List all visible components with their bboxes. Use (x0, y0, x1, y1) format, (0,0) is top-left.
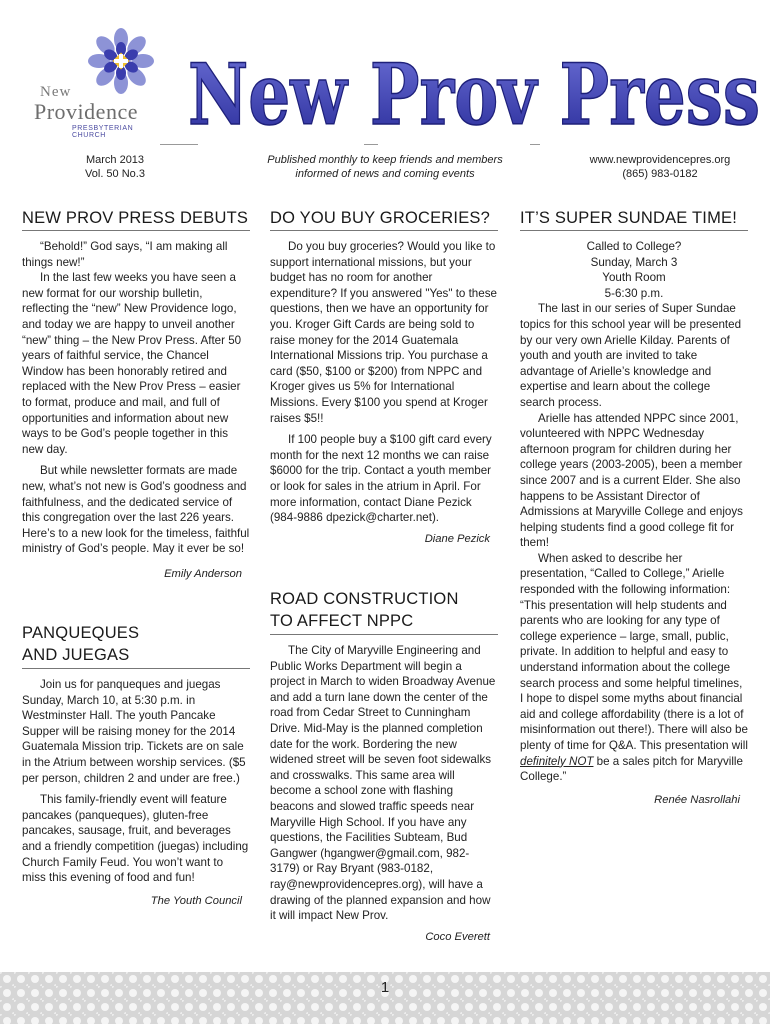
logo-line-new: New (40, 84, 72, 100)
issue-volume: Vol. 50 No.3 (85, 168, 145, 180)
article-groceries (270, 208, 498, 547)
logo-line-church: PRESBYTERIAN CHURCH (72, 125, 134, 139)
sundae-event-location: Youth Room (602, 271, 666, 285)
logo-line-providence: Providence (34, 99, 138, 124)
tagline-line-1: Published monthly to keep friends and members (267, 154, 503, 166)
panqueques-paragraph-1: Join us for panqueques and juegas Sunday, March 10, at 5:30 p.m. in Westminster Hall. The youth Pancake Supper will be raising money for the 2014 Guatemala Mission trip. Tickets are on sale in the Atrium between worship services. ($5 per person, children 2 and under are free.) (22, 678, 246, 785)
sundae-event-title: Called to College? (586, 240, 682, 253)
road-author: Coco Everett (425, 930, 490, 943)
article-debuts (22, 208, 250, 582)
page-number: 1 (380, 979, 390, 996)
sundae-author: Renée Nasrollahi (654, 793, 740, 806)
tagline-line-2: informed of news and coming events (295, 168, 475, 180)
sundae-paragraph-2: Arielle has attended NPPC since 2001, volunteered with NPPC Wednesday afternoon program for children during her college years (2003-2005), been a member since 2007 and is a current Elder. She also happens to be Assistant Director of Admissions at Maryville College and enjoys helping students find a good college fit for them! (520, 411, 743, 550)
issue-date: March 2013 (85, 154, 145, 166)
article-title-sundae: IT’S SUPER SUNDAE TIME! (520, 208, 748, 231)
sundae-paragraph-3 (520, 551, 748, 785)
panqueques-title-line-1: PANQUEQUES (22, 624, 140, 642)
sundae-event-date: Sunday, March 3 (590, 255, 678, 269)
article-title-panqueques (22, 622, 250, 669)
road-paragraph-1: The City of Maryville Engineering and Public Works Department will begin a project in March to widen Broadway Avenue and add a turn lane down the center of the road from Cedar Street to Cunningham Drive. Mid-May is the planned completion date for the work. Bordering the new widened street will be seven foot sidewalks and crosswalks. This same area will become a school zone with flashing beacons and slowed traffic speeds near Maryville High School. If you have any questions, the Facilities Subteam, Bud Gangwer (hgangwer@gmail.com, 982-3179) or Ray Bryant (983-0182, ray@newprovidencepres.org), will have a drawing of the planned expansion and how it will impact New Prov. (270, 644, 496, 923)
phone: (865) 983-0182 (622, 168, 698, 180)
debuts-paragraph-2: In the last few weeks you have seen a new format for our worship bulletin, reflecting the “new” New Providence logo, and today we are happy to unveil another “new” thing – the New Prov Press. After 50 years of faithful service, the Chancel Window has been honorably retired and replaced with the New Prov Press – easier to format, produce and mail, and full of opportunities and information about new ways to be God’s people together in this new day. (22, 271, 242, 456)
sundae-p3-after: be a sales pitch for Maryville College.” (520, 754, 743, 784)
debuts-author: Emily Anderson (164, 567, 242, 580)
panqueques-title-line-2: AND JUEGAS (22, 646, 130, 664)
road-title-line-2: TO AFFECT NPPC (270, 612, 414, 630)
tagline (250, 153, 520, 181)
website: www.newprovidencepres.org (589, 154, 731, 166)
article-super-sundae (520, 208, 748, 808)
masthead-rule-right (530, 144, 540, 145)
sundae-event-time: 5-6:30 p.m. (604, 286, 664, 300)
article-title-road (270, 588, 498, 635)
groceries-author: Diane Pezick (424, 532, 490, 545)
article-road-construction (270, 588, 498, 945)
contact-info (570, 153, 750, 181)
groceries-paragraph-2: If 100 people buy a $100 gift card every month for the next 12 months we can raise $6000 for the trip. Contact a youth member or look for sales in the atrium in April. For more information, contact Diane Pezick (984-9886 dpezick@charter.net). (270, 433, 492, 525)
road-title-line-1: ROAD CONSTRUCTION (270, 590, 459, 608)
newsletter-title (184, 56, 764, 136)
debuts-paragraph-1: “Behold!” God says, “I am making all things new!” (22, 240, 228, 269)
article-title-debuts: NEW PROV PRESS DEBUTS (22, 208, 250, 231)
debuts-paragraph-3: But while newsletter formats are made new, what’s not new is God’s goodness and faithfulness, and the dedicated service of this congregation over the last 226 years. Here’s to a new look for the timeless, faithful ministry of God’s people. May it ever be so! (22, 464, 250, 556)
panqueques-paragraph-2: This family-friendly event will feature pancakes (panqueques), gluten-free pancakes, sausage, fruit, and beverages and a friendly competition (juegas) including Church Family Feud. You won’t want to miss this evening of food and fun! (22, 793, 249, 885)
masthead-rule-mid (364, 144, 378, 145)
sundae-p3-before: When asked to describe her presentation, “Called to College,” Arielle responded with the following information: “This presentation will help students and parents who are looking for any type of college experience – large, small, public, private. In addition to helpful and easy to understand information about the college search process and some helpful timelines, I hope to dispel some myths about financial aid and college affordability (there is a lot of misinformation out there!). There will also be plenty of time for Q&A. This presentation will (520, 551, 748, 752)
sundae-paragraph-1: The last in our series of Super Sundae topics for this school year will be presented by our very own Arielle Kilday. Parents of youth and youth are invited to take advantage of Arielle’s knowledge and expertise and learn about the college search process. (520, 302, 742, 409)
newsletter-title-text: New Prov Press (188, 56, 760, 136)
article-panqueques (22, 622, 250, 909)
church-logo-wordmark (34, 84, 164, 139)
issue-info (60, 153, 170, 181)
panqueques-author: The Youth Council (150, 894, 242, 907)
article-title-groceries: DO YOU BUY GROCERIES? (270, 208, 498, 231)
sundae-p3-emphasis: definitely NOT (520, 754, 594, 768)
groceries-paragraph-1: Do you buy groceries? Would you like to support international missions, but your budget has no room for another expenditure? If you answered "Yes" to these questions, then we have an opportunity for you. Kroger Gift Cards are being sold to raise money for the 2014 Guatemala International Missions trip. You purchase a card ($50, $100 or $200) from NPPC and Kroger gives us 5% for International Missions. Every $100 you spend at Kroger raises $5!! (270, 240, 497, 425)
masthead-rule-left (160, 144, 198, 145)
